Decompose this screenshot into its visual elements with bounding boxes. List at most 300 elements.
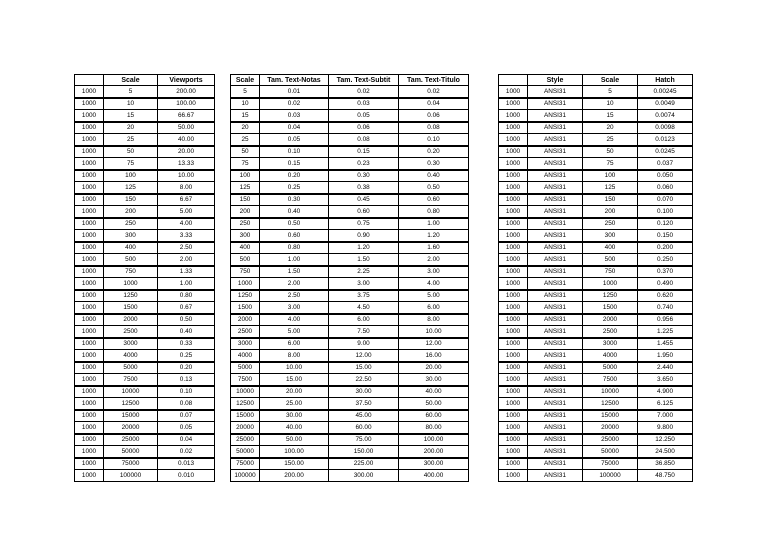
table-cell: 0.05 — [329, 110, 399, 122]
table-cell: ANSI31 — [528, 458, 583, 470]
table-cell: 0.00245 — [638, 86, 693, 98]
table-cell: 1000 — [499, 230, 528, 242]
table-row — [75, 434, 215, 446]
table-cell: 400 — [583, 242, 638, 254]
table-cell: 200 — [231, 206, 260, 218]
table-cell: 5000 — [583, 362, 638, 374]
table-row — [231, 254, 469, 266]
table-cell: 100.00 — [260, 446, 329, 458]
table-cell: 1000 — [499, 410, 528, 422]
table-cell: 9.00 — [329, 338, 399, 350]
table-row — [231, 230, 469, 242]
table-cell: 1000 — [499, 302, 528, 314]
table-row — [231, 314, 469, 326]
table-row — [499, 458, 693, 470]
table-cell: 30.00 — [399, 374, 469, 386]
table-cell: 0.75 — [329, 218, 399, 230]
table-cell: ANSI31 — [528, 98, 583, 110]
table-row — [499, 386, 693, 398]
table-cell: 2.00 — [260, 278, 329, 290]
table-cell: 1000 — [499, 470, 528, 482]
table-cell: 1000 — [75, 158, 104, 170]
table-cell: 1000 — [499, 146, 528, 158]
table-cell: 150 — [104, 194, 158, 206]
table-cell: 1000 — [499, 374, 528, 386]
table-cell: 300.00 — [329, 470, 399, 482]
table-cell: ANSI31 — [528, 410, 583, 422]
table-row — [499, 374, 693, 386]
table-cell: ANSI31 — [528, 362, 583, 374]
table-row — [75, 98, 215, 110]
column-header: Tam. Text-Notas — [260, 75, 329, 86]
table-cell: 25 — [583, 134, 638, 146]
table-cell: 1500 — [104, 302, 158, 314]
table-cell: 1000 — [75, 230, 104, 242]
table-cell: 1000 — [499, 338, 528, 350]
table-cell: 6.125 — [638, 398, 693, 410]
table-cell: 1000 — [75, 362, 104, 374]
table-cell: 0.45 — [329, 194, 399, 206]
table-cell: ANSI31 — [528, 326, 583, 338]
table-row — [75, 302, 215, 314]
table-row — [231, 170, 469, 182]
table-cell: 20000 — [231, 422, 260, 434]
table-cell: 1000 — [499, 278, 528, 290]
table-cell: 15 — [104, 110, 158, 122]
table-cell: 1250 — [583, 290, 638, 302]
table-cell: ANSI31 — [528, 470, 583, 482]
table-cell: 200 — [104, 206, 158, 218]
table-row — [499, 170, 693, 182]
table-cell: 1000 — [75, 302, 104, 314]
table-cell: ANSI31 — [528, 218, 583, 230]
table-row — [75, 182, 215, 194]
table-row — [499, 230, 693, 242]
table-cell: 36.850 — [638, 458, 693, 470]
table-row — [231, 134, 469, 146]
table-row — [499, 266, 693, 278]
table-cell: 5 — [231, 86, 260, 98]
table-cell: ANSI31 — [528, 374, 583, 386]
table-cell: 10000 — [104, 386, 158, 398]
table-row — [499, 326, 693, 338]
table-cell: 0.50 — [399, 182, 469, 194]
table-cell: 3.00 — [329, 278, 399, 290]
table-cell: 0.30 — [260, 194, 329, 206]
table-cell: 40.00 — [260, 422, 329, 434]
table-cell: 0.037 — [638, 158, 693, 170]
table-row — [75, 194, 215, 206]
table-cell: 0.08 — [329, 134, 399, 146]
column-header — [75, 75, 104, 86]
table-cell: 1.20 — [399, 230, 469, 242]
table-cell: 75000 — [231, 458, 260, 470]
table-cell: 1000 — [75, 170, 104, 182]
table-cell: 6.67 — [158, 194, 215, 206]
table-cell: 50000 — [583, 446, 638, 458]
table-cell: ANSI31 — [528, 230, 583, 242]
table-cell: 16.00 — [399, 350, 469, 362]
table-row — [75, 458, 215, 470]
table-cell: 6.00 — [329, 314, 399, 326]
table-cell: 10000 — [583, 386, 638, 398]
table-cell: 5.00 — [260, 326, 329, 338]
table-cell: 0.25 — [260, 182, 329, 194]
table-cell: 0.10 — [399, 134, 469, 146]
table-row — [231, 326, 469, 338]
table-cell: 1000 — [499, 446, 528, 458]
table-cell: 1000 — [75, 374, 104, 386]
table-cell: 5000 — [104, 362, 158, 374]
table-cell: 30.00 — [329, 386, 399, 398]
table-cell: 0.67 — [158, 302, 215, 314]
table-cell: 300 — [231, 230, 260, 242]
table-cell: 50 — [583, 146, 638, 158]
table-cell: 1.00 — [399, 218, 469, 230]
table-cell: 0.740 — [638, 302, 693, 314]
table-cell: 4.900 — [638, 386, 693, 398]
table-cell: 500 — [104, 254, 158, 266]
table-cell: 0.0123 — [638, 134, 693, 146]
table-cell: 1.50 — [260, 266, 329, 278]
table-cell: 1000 — [499, 362, 528, 374]
table-cell: 0.05 — [158, 422, 215, 434]
table-cell: 1000 — [75, 194, 104, 206]
table-cell: 3.75 — [329, 290, 399, 302]
table-row — [75, 110, 215, 122]
table-cell: ANSI31 — [528, 314, 583, 326]
table-cell: 2.00 — [399, 254, 469, 266]
table-cell: 50 — [231, 146, 260, 158]
table-cell: 10000 — [231, 386, 260, 398]
table-body — [231, 86, 469, 482]
table-cell: 0.0074 — [638, 110, 693, 122]
table-cell: 400 — [104, 242, 158, 254]
table-cell: 20.00 — [158, 146, 215, 158]
table-row — [499, 278, 693, 290]
table-cell: 300 — [104, 230, 158, 242]
table-cell: 0.33 — [158, 338, 215, 350]
table-row — [231, 278, 469, 290]
table-cell: 75 — [104, 158, 158, 170]
table-row — [499, 194, 693, 206]
table-cell: 1000 — [75, 422, 104, 434]
table-cell: 0.0245 — [638, 146, 693, 158]
table-cell: 25 — [231, 134, 260, 146]
table-cell: 0.620 — [638, 290, 693, 302]
table-cell: 0.0049 — [638, 98, 693, 110]
table-row — [499, 158, 693, 170]
table-cell: 1000 — [499, 254, 528, 266]
table-row — [75, 206, 215, 218]
table-cell: 1000 — [75, 434, 104, 446]
table-row — [75, 146, 215, 158]
table-cell: 1000 — [75, 338, 104, 350]
table-cell: 75.00 — [329, 434, 399, 446]
table-cell: 75000 — [583, 458, 638, 470]
table-cell: ANSI31 — [528, 158, 583, 170]
table-cell: 0.10 — [260, 146, 329, 158]
table-cell: 2000 — [104, 314, 158, 326]
table-cell: ANSI31 — [528, 290, 583, 302]
table-cell: 125 — [104, 182, 158, 194]
table-cell: 10.00 — [399, 326, 469, 338]
table-cell: 1000 — [499, 326, 528, 338]
table-row — [75, 278, 215, 290]
table-row — [499, 338, 693, 350]
table-cell: 1000 — [499, 98, 528, 110]
table-cell: 2.50 — [158, 242, 215, 254]
table-cell: 1000 — [499, 458, 528, 470]
table-cell: 25.00 — [260, 398, 329, 410]
table-row — [231, 110, 469, 122]
table-cell: 0.200 — [638, 242, 693, 254]
table-row — [75, 326, 215, 338]
table-cell: 20.00 — [399, 362, 469, 374]
table-cell: 1.00 — [260, 254, 329, 266]
table-cell: 150 — [231, 194, 260, 206]
table-cell: 0.050 — [638, 170, 693, 182]
table-cell: 10 — [583, 98, 638, 110]
table-cell: 2.00 — [158, 254, 215, 266]
table-cell: 3.00 — [399, 266, 469, 278]
header-row — [499, 75, 693, 86]
table-cell: 1000 — [75, 86, 104, 98]
table-row — [499, 362, 693, 374]
table-cell: 75000 — [104, 458, 158, 470]
table-cell: 1000 — [75, 458, 104, 470]
table-cell: 1000 — [499, 290, 528, 302]
table-cell: 0.04 — [260, 122, 329, 134]
table-cell: 0.060 — [638, 182, 693, 194]
table-cell: 7.000 — [638, 410, 693, 422]
table-row — [231, 446, 469, 458]
table-cell: 5.00 — [158, 206, 215, 218]
table-cell: 20.00 — [260, 386, 329, 398]
table-cell: 750 — [583, 266, 638, 278]
table-row — [499, 218, 693, 230]
table-cell: 7500 — [231, 374, 260, 386]
table-cell: 80.00 — [399, 422, 469, 434]
table-row — [75, 242, 215, 254]
column-header: Tam. Text-Subtit — [329, 75, 399, 86]
viewports-table — [74, 74, 215, 482]
table-cell: 5.00 — [399, 290, 469, 302]
table-cell: 0.02 — [399, 86, 469, 98]
table-cell: 24.500 — [638, 446, 693, 458]
table-row — [231, 410, 469, 422]
table-row — [499, 302, 693, 314]
table-cell: 150.00 — [329, 446, 399, 458]
table-cell: 60.00 — [399, 410, 469, 422]
table-cell: 4.00 — [158, 218, 215, 230]
table-cell: 0.06 — [329, 122, 399, 134]
table-cell: 3.00 — [260, 302, 329, 314]
table-cell: 1000 — [75, 386, 104, 398]
table-row — [231, 290, 469, 302]
column-header: Style — [528, 75, 583, 86]
table-body — [499, 86, 693, 482]
table-cell: 0.02 — [329, 86, 399, 98]
table-cell: 25 — [104, 134, 158, 146]
table-cell: 0.03 — [260, 110, 329, 122]
table-cell: 1000 — [499, 158, 528, 170]
table-cell: 2500 — [104, 326, 158, 338]
table-cell: 1000 — [499, 206, 528, 218]
table-row — [75, 470, 215, 482]
table-cell: 0.80 — [399, 206, 469, 218]
table-row — [499, 422, 693, 434]
table-cell: 1.225 — [638, 326, 693, 338]
table-cell: 250 — [231, 218, 260, 230]
table-cell: 1.33 — [158, 266, 215, 278]
table-row — [75, 398, 215, 410]
table-cell: 50.00 — [158, 122, 215, 134]
table-cell: 0.25 — [158, 350, 215, 362]
table-row — [75, 422, 215, 434]
table-cell: 1000 — [499, 86, 528, 98]
table-cell: 1.50 — [329, 254, 399, 266]
table-row — [231, 158, 469, 170]
table-cell: 1000 — [499, 350, 528, 362]
table-row — [75, 338, 215, 350]
table-cell: 0.120 — [638, 218, 693, 230]
table-row — [75, 230, 215, 242]
table-cell: 9.800 — [638, 422, 693, 434]
table-cell: 1000 — [75, 290, 104, 302]
table-row — [499, 446, 693, 458]
table-row — [231, 98, 469, 110]
table-cell: 200.00 — [158, 86, 215, 98]
table-row — [75, 410, 215, 422]
table-cell: 12500 — [104, 398, 158, 410]
table-cell: 1000 — [75, 134, 104, 146]
table-cell: 200.00 — [260, 470, 329, 482]
table-cell: 13.33 — [158, 158, 215, 170]
table-cell: 0.04 — [158, 434, 215, 446]
column-header: Scale — [104, 75, 158, 86]
table-row — [231, 146, 469, 158]
table-cell: ANSI31 — [528, 386, 583, 398]
table-cell: 0.02 — [260, 98, 329, 110]
table-cell: 1000 — [75, 206, 104, 218]
table-cell: 30.00 — [260, 410, 329, 422]
table-row — [499, 434, 693, 446]
table-cell: 75 — [583, 158, 638, 170]
table-cell: 7500 — [104, 374, 158, 386]
table-cell: 300.00 — [399, 458, 469, 470]
table-cell: 750 — [104, 266, 158, 278]
table-cell: 1000 — [75, 110, 104, 122]
table-row — [231, 374, 469, 386]
table-cell: ANSI31 — [528, 122, 583, 134]
table-row — [231, 242, 469, 254]
table-cell: 1000 — [499, 122, 528, 134]
column-header: Scale — [231, 75, 260, 86]
table-row — [231, 266, 469, 278]
table-cell: 1000 — [75, 278, 104, 290]
table-cell: 12.00 — [399, 338, 469, 350]
table-cell: 12500 — [231, 398, 260, 410]
table-row — [75, 314, 215, 326]
table-row — [75, 446, 215, 458]
table-row — [231, 398, 469, 410]
table-cell: 0.013 — [158, 458, 215, 470]
table-cell: 4.00 — [399, 278, 469, 290]
table-cell: 2000 — [583, 314, 638, 326]
table-cell: 15000 — [104, 410, 158, 422]
table-cell: 3.650 — [638, 374, 693, 386]
table-cell: 20000 — [583, 422, 638, 434]
table-cell: 1000 — [231, 278, 260, 290]
table-row — [499, 410, 693, 422]
table-cell: 40.00 — [399, 386, 469, 398]
table-cell: 300 — [583, 230, 638, 242]
table-cell: 6.00 — [260, 338, 329, 350]
table-cell: 0.490 — [638, 278, 693, 290]
header-row — [75, 75, 215, 86]
table-row — [75, 254, 215, 266]
table-cell: 50000 — [231, 446, 260, 458]
table-row — [75, 122, 215, 134]
table-cell: ANSI31 — [528, 422, 583, 434]
table-cell: 1000 — [499, 242, 528, 254]
column-header: Scale — [583, 75, 638, 86]
table-row — [499, 182, 693, 194]
table-row — [231, 422, 469, 434]
table-cell: 1000 — [499, 182, 528, 194]
table-cell: 50.00 — [399, 398, 469, 410]
table-cell: 75 — [231, 158, 260, 170]
table-cell: 100000 — [583, 470, 638, 482]
table-cell: 20 — [231, 122, 260, 134]
table-cell: 3.33 — [158, 230, 215, 242]
table-cell: 1.20 — [329, 242, 399, 254]
table-cell: 20 — [583, 122, 638, 134]
table-cell: 4000 — [231, 350, 260, 362]
table-cell: 1000 — [75, 470, 104, 482]
table-cell: ANSI31 — [528, 338, 583, 350]
table-cell: 12.00 — [329, 350, 399, 362]
table-cell: 2500 — [231, 326, 260, 338]
table-cell: 40.00 — [158, 134, 215, 146]
table-cell: 100000 — [231, 470, 260, 482]
table-cell: 500 — [231, 254, 260, 266]
table-row — [499, 470, 693, 482]
table-row — [499, 206, 693, 218]
table-cell: 3000 — [104, 338, 158, 350]
table-cell: 1000 — [75, 98, 104, 110]
table-cell: 150 — [583, 194, 638, 206]
table-cell: 10.00 — [260, 362, 329, 374]
table-cell: 10 — [104, 98, 158, 110]
table-row — [499, 254, 693, 266]
table-cell: 7500 — [583, 374, 638, 386]
table-cell: 12500 — [583, 398, 638, 410]
table-cell: 1000 — [499, 170, 528, 182]
table-cell: 5000 — [231, 362, 260, 374]
table-cell: 1000 — [75, 146, 104, 158]
table-cell: 20 — [104, 122, 158, 134]
table-cell: 500 — [583, 254, 638, 266]
table-cell: 60.00 — [329, 422, 399, 434]
table-cell: 0.60 — [260, 230, 329, 242]
table-cell: 1.455 — [638, 338, 693, 350]
table-cell: 1000 — [75, 350, 104, 362]
hatch-table — [498, 74, 693, 482]
table-cell: 10.00 — [158, 170, 215, 182]
table-cell: 0.01 — [260, 86, 329, 98]
